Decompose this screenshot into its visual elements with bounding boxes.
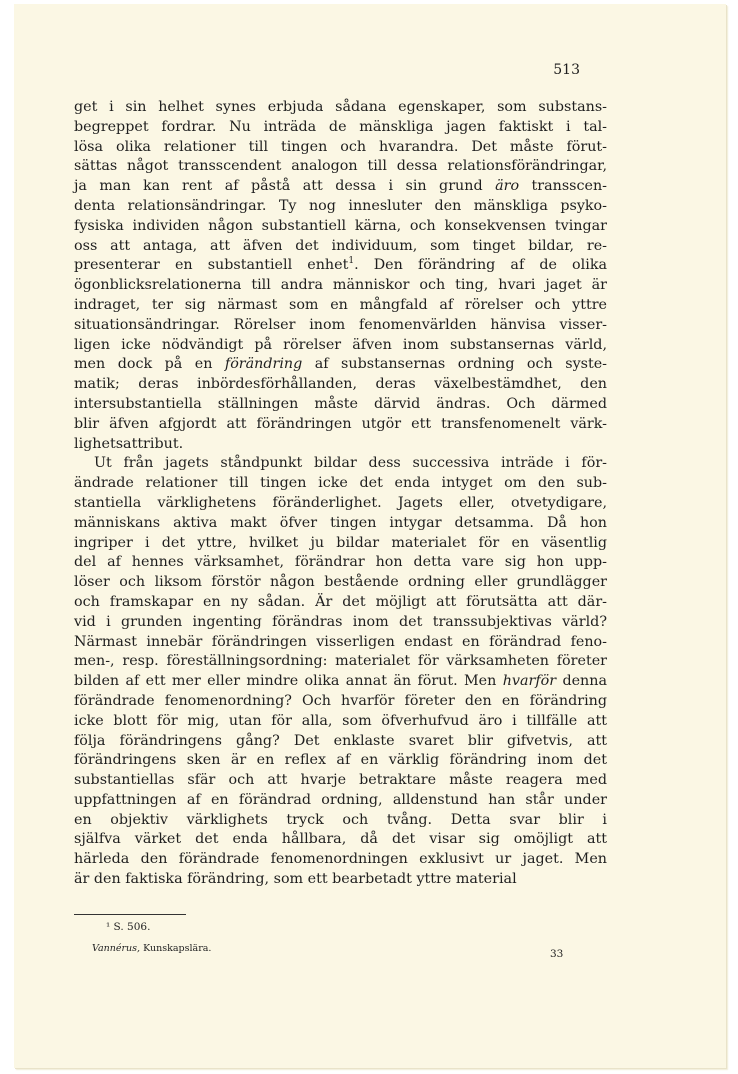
page bbox=[14, 4, 726, 1068]
text-line bbox=[74, 613, 607, 633]
line-text: presenterar en substantiell enhet bbox=[74, 257, 349, 274]
line-text: indraget, ter sig närmast som en mångfald af rörelser och yttre bbox=[74, 296, 607, 313]
emphasis: förändring bbox=[224, 356, 303, 373]
paragraph-2 bbox=[74, 454, 607, 890]
page-number: 513 bbox=[553, 62, 580, 78]
line-text: förändringens sken är en reflex af en värklig förändring inom det bbox=[74, 752, 607, 769]
line-text: och framskapar en ny sådan. Är det möjligt att förutsätta att där- bbox=[74, 593, 607, 610]
text-line bbox=[74, 870, 607, 890]
line-text: sättas något transscendent analogon till dessa relationsförändringar, bbox=[74, 158, 607, 175]
text-line bbox=[74, 811, 607, 831]
line-text: men-, resp. föreställningsordning: materialet för värksamheten företer bbox=[74, 653, 607, 670]
emphasis: äro bbox=[495, 178, 520, 195]
text-line bbox=[74, 850, 607, 870]
text-line bbox=[74, 791, 607, 811]
text-line bbox=[74, 256, 607, 276]
line-text: människans aktiva makt öfver tingen intygar detsamma. Då hon bbox=[74, 514, 607, 531]
text-line bbox=[74, 395, 607, 415]
line-text: ändrade relationer till tingen icke det enda intyget om den sub- bbox=[74, 475, 607, 492]
text-line bbox=[74, 593, 607, 613]
line-text: uppfattningen af en förändrad ordning, alldenstund han står under bbox=[74, 791, 607, 808]
footnote-rule bbox=[74, 914, 186, 915]
line-text: Närmast innebär förändringen visserligen endast en förändrad feno- bbox=[74, 633, 607, 650]
text-line bbox=[74, 534, 607, 554]
text-line bbox=[74, 692, 607, 712]
line-text: härleda den förändrade fenomenordningen exklusivt ur jaget. Men bbox=[74, 851, 607, 868]
line-text-after: af substansernas ordning och syste- bbox=[302, 356, 608, 373]
text-line bbox=[74, 276, 607, 296]
text-line bbox=[74, 237, 607, 257]
line-text: är den faktiska förändring, som ett bearbetadt yttre material bbox=[74, 871, 517, 888]
line-text: icke blott för mig, utan för alla, som öfverhufvud äro i tillfälle att bbox=[74, 712, 607, 729]
line-text: matik; deras inbördesförhållanden, deras växelbestämdhet, den bbox=[74, 376, 607, 393]
text-line bbox=[74, 296, 607, 316]
line-text: löser och liksom förstör någon bestående ordning eller grundlägger bbox=[74, 574, 607, 591]
line-text: situationsändringar. Rörelser inom fenomenvärlden hänvisa visser- bbox=[74, 316, 607, 333]
line-text: ingriper i det yttre, hvilket ju bildar materialet för en väsentlig bbox=[74, 534, 607, 551]
text-line bbox=[74, 217, 607, 237]
signature-title: Kunskapslära. bbox=[143, 943, 212, 954]
text-line bbox=[74, 712, 607, 732]
paragraph-1 bbox=[74, 98, 607, 454]
line-text: del af hennes värksamhet, förändrar hon detta vare sig hon upp- bbox=[74, 554, 607, 571]
line-text-after: transscen- bbox=[519, 178, 608, 195]
line-text: bilden af ett mer eller mindre olika annat än förut. Men bbox=[74, 673, 497, 690]
text-line bbox=[74, 454, 607, 474]
line-text: förändrade fenomenordning? Och hvarför företer den en förändring bbox=[74, 692, 607, 709]
text-line bbox=[74, 573, 607, 593]
line-text-after: . Den förändring af de olika bbox=[354, 257, 608, 274]
signature bbox=[92, 943, 211, 954]
text-line bbox=[74, 633, 607, 653]
line-text: blir äfven afgjordt att förändringen utgör ett transfenomenelt värk- bbox=[74, 415, 607, 432]
line-text: men dock på en bbox=[74, 356, 213, 373]
text-line bbox=[74, 751, 607, 771]
line-text: begreppet fordrar. Nu inträda de mänskliga jagen faktiskt i tal- bbox=[74, 118, 607, 135]
text-line bbox=[74, 771, 607, 791]
line-text: get i sin helhet synes erbjuda sådana egenskaper, som substans- bbox=[74, 99, 607, 115]
text-line bbox=[74, 375, 607, 395]
line-text: ligen icke nödvändigt på rörelser äfven inom substansernas värld, bbox=[74, 336, 607, 353]
text-line bbox=[74, 118, 607, 138]
line-text: vid i grunden ingenting förändras inom det transsubjektivas värld? bbox=[74, 613, 607, 630]
text-line bbox=[74, 355, 607, 375]
text-line bbox=[74, 494, 607, 514]
text-line bbox=[74, 177, 607, 197]
body-text bbox=[74, 98, 607, 890]
line-text: följa förändringens gång? Det enklaste svaret blir gifvetvis, att bbox=[74, 732, 607, 749]
line-text: lösa olika relationer till tingen och hvarandra. Det måste förut- bbox=[74, 138, 607, 155]
text-line bbox=[74, 336, 607, 356]
text-line bbox=[74, 98, 607, 118]
line-text: ja man kan rent af påstå att dessa i sin grund bbox=[74, 178, 483, 195]
footnote: ¹ S. 506. bbox=[106, 921, 151, 933]
line-text: själfva värket det enda hållbara, då det visar sig omöjligt att bbox=[74, 831, 607, 848]
line-text: intersubstantiella ställningen måste därvid ändras. Och därmed bbox=[74, 395, 607, 412]
line-text: stantiella värklighetens föränderlighet. Jagets eller, otvetydigare, bbox=[74, 494, 607, 511]
text-line bbox=[74, 316, 607, 336]
text-line bbox=[74, 435, 607, 455]
footnote-marker: 1 bbox=[348, 256, 355, 267]
text-line bbox=[74, 138, 607, 158]
text-line bbox=[74, 672, 607, 692]
text-line bbox=[74, 415, 607, 435]
text-line bbox=[74, 553, 607, 573]
line-text: substantiellas sfär och att hvarje betraktare måste reagera med bbox=[74, 772, 607, 789]
text-line bbox=[74, 157, 607, 177]
text-line bbox=[74, 830, 607, 850]
text-line bbox=[74, 514, 607, 534]
line-text: denta relationsändringar. Ty nog innesluter den mänskliga psyko- bbox=[74, 197, 607, 214]
text-line bbox=[74, 652, 607, 672]
line-text: fysiska individen någon substantiell kärna, och konsekvensen tvingar bbox=[74, 217, 607, 234]
emphasis: hvarför bbox=[502, 673, 557, 690]
line-text: lighetsattribut. bbox=[74, 435, 184, 452]
line-text: ögonblicksrelationerna till andra människor och ting, hvari jaget är bbox=[74, 277, 607, 294]
sheet-number: 33 bbox=[550, 948, 564, 960]
line-text: Ut från jagets ståndpunkt bildar dess successiva inträde i för- bbox=[94, 455, 607, 472]
line-text-after: denna bbox=[556, 673, 607, 690]
text-line bbox=[74, 474, 607, 494]
line-text: oss att antaga, att äfven det individuum, som tinget bildar, re- bbox=[74, 237, 607, 254]
text-line bbox=[74, 732, 607, 752]
text-line bbox=[74, 197, 607, 217]
signature-author: Vannérus, bbox=[92, 943, 141, 954]
line-text: en objektiv värklighets tryck och tvång. Detta svar blir i bbox=[74, 811, 607, 828]
